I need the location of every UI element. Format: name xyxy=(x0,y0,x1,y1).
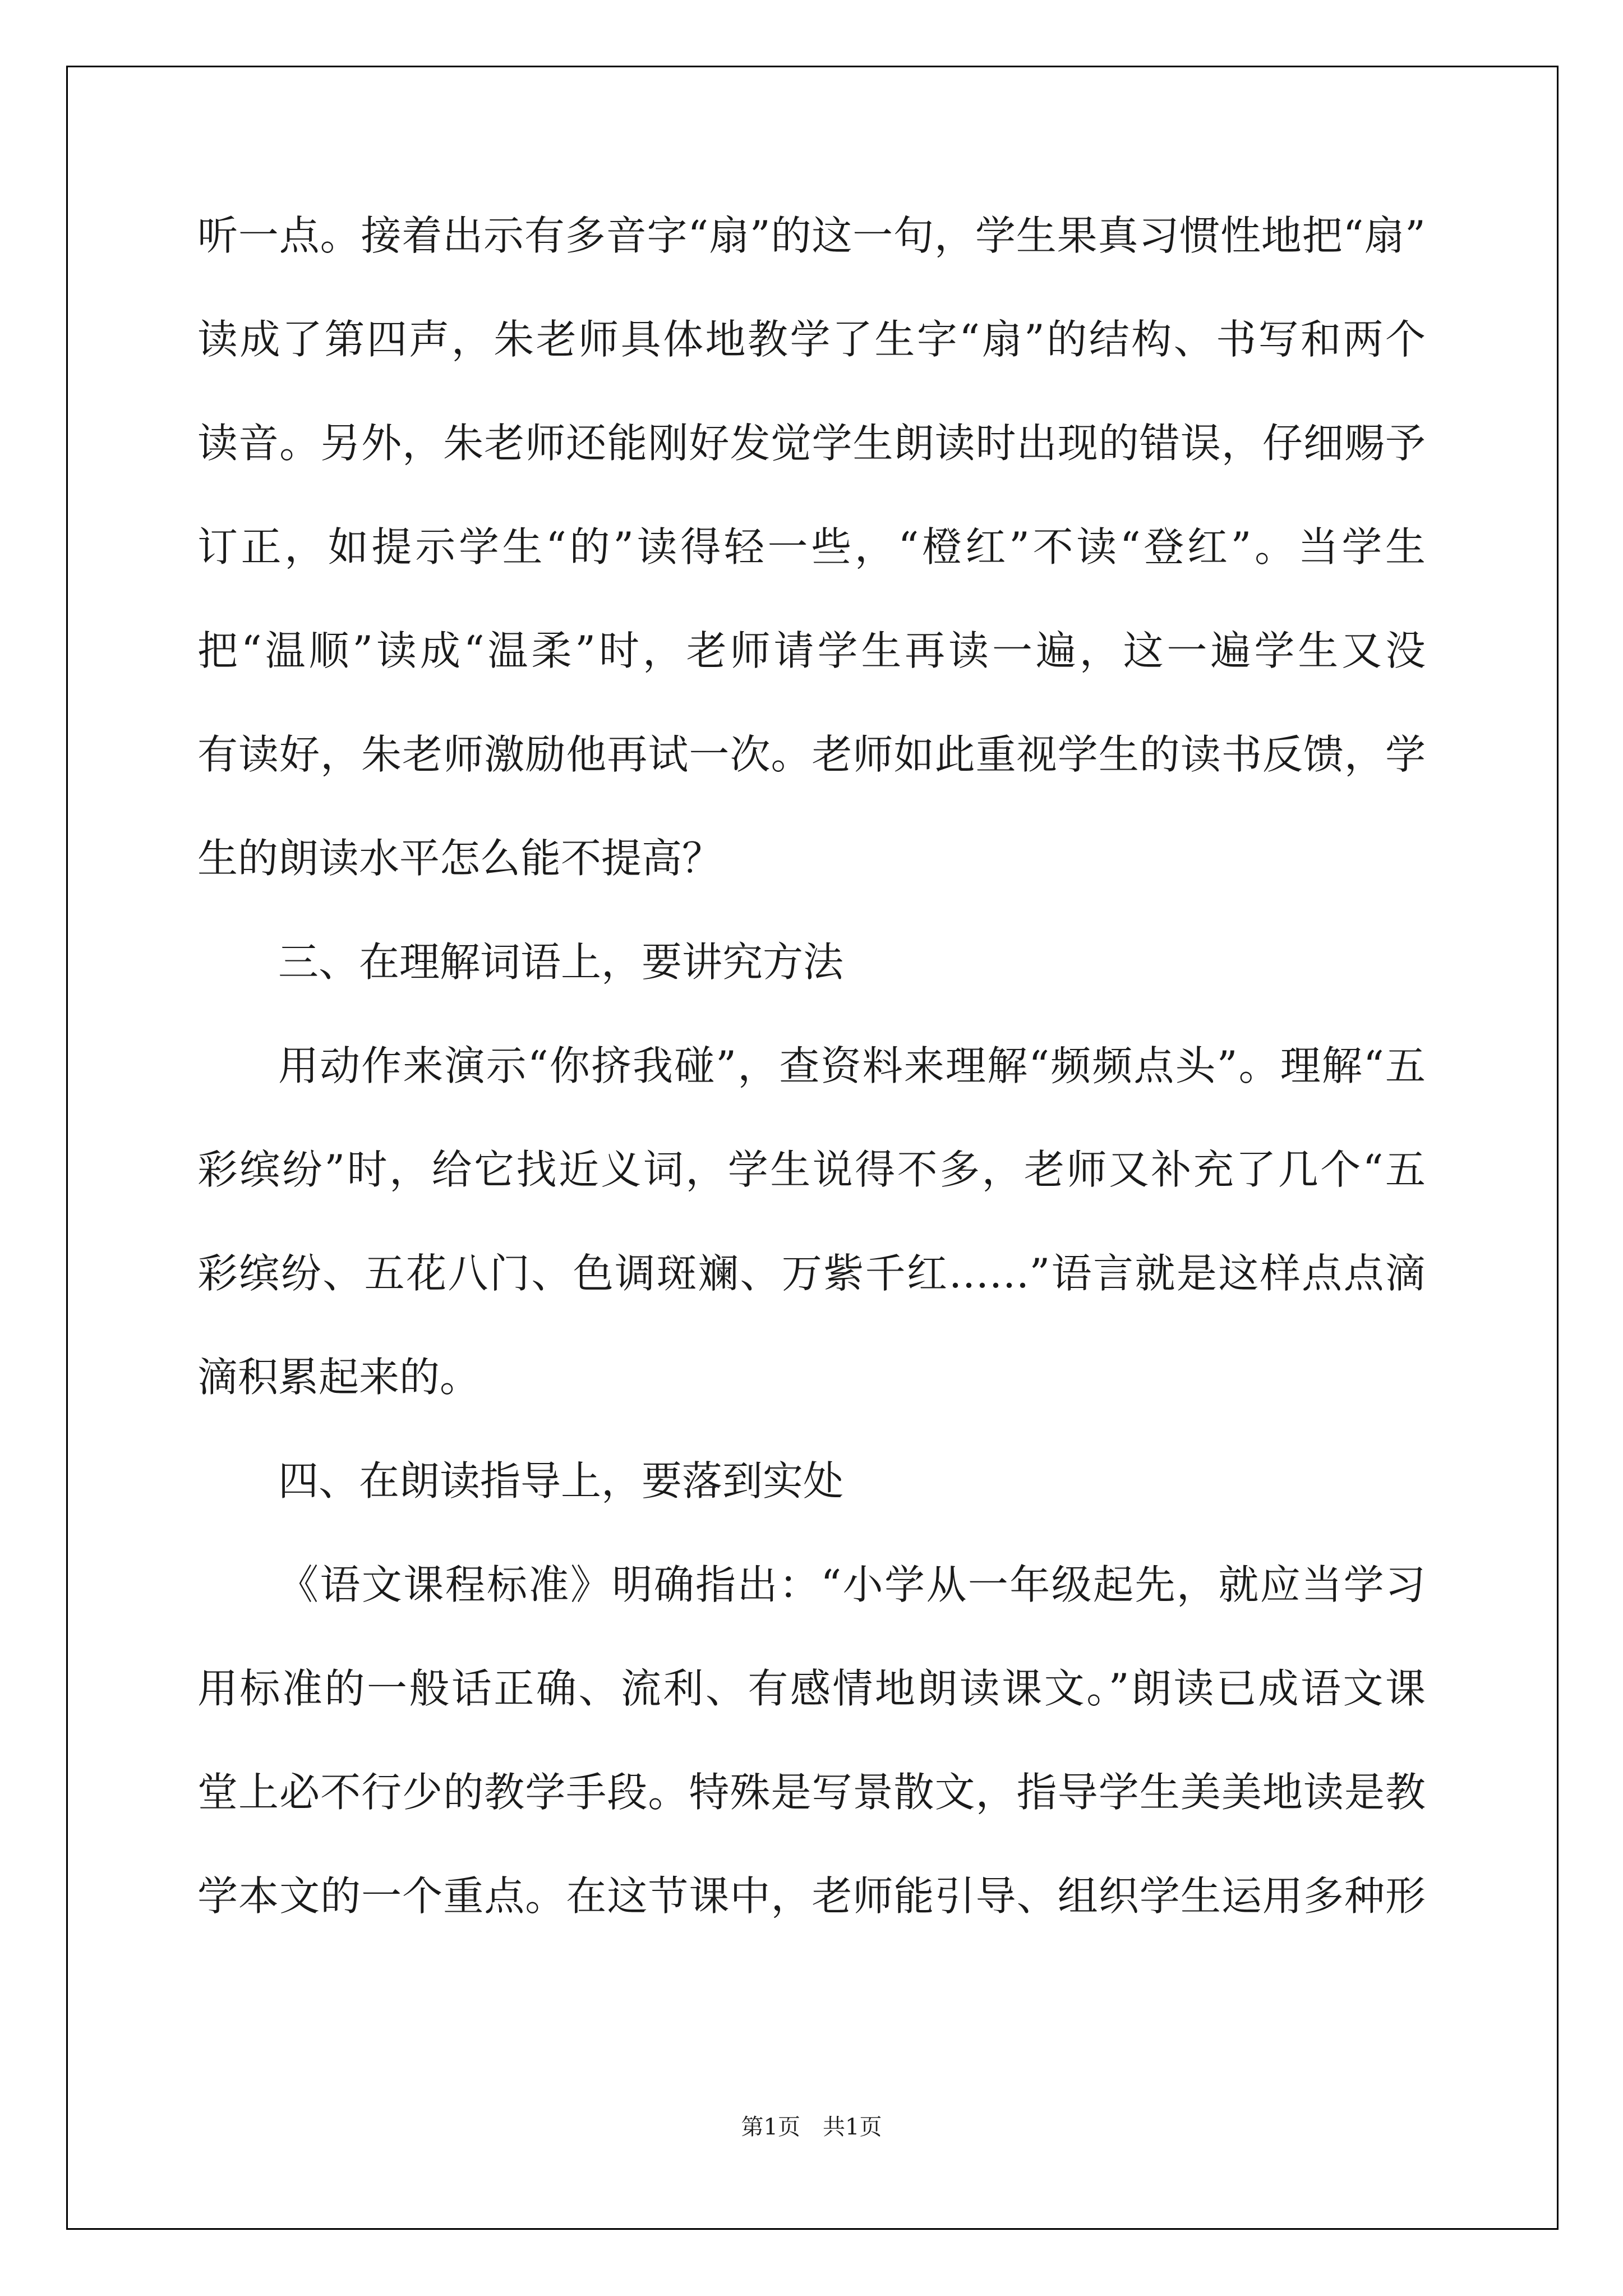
paragraph-line: 听一点。接着出示有多音字“扇”的这一句，学生果真习惯性地把“扇” xyxy=(197,212,1426,259)
paragraph-line: 有读好，朱老师激励他再试一次。老师如此重视学生的读书反馈，学 xyxy=(197,731,1426,778)
paragraph-line: 彩缤纷、五花八门、色调斑斓、万紫千红……”语言就是这样点点滴 xyxy=(197,1250,1426,1297)
section-heading: 三、在理解词语上，要讲究方法 xyxy=(278,938,844,986)
paragraph-line: 用动作来演示“你挤我碰”，查资料来理解“频频点头”。理解“五 xyxy=(278,1042,1426,1089)
page-number-footer: 第1页 共1页 xyxy=(741,2114,882,2140)
section-heading: 四、在朗读指导上，要落到实处 xyxy=(278,1457,844,1504)
paragraph-line: 堂上必不行少的教学手段。特殊是写景散文，指导学生美美地读是教 xyxy=(197,1769,1426,1816)
paragraph-line: 读音。另外，朱老师还能刚好发觉学生朗读时出现的错误，仔细赐予 xyxy=(197,420,1426,467)
paragraph-line: 把“温顺”读成“温柔”时，老师请学生再读一遍，这一遍学生又没 xyxy=(197,627,1426,674)
paragraph-line: 滴积累起来的。 xyxy=(197,1354,481,1401)
paragraph-line: 学本文的一个重点。在这节课中，老师能引导、组织学生运用多种形 xyxy=(197,1872,1426,1920)
paragraph-line: 读成了第四声，朱老师具体地教学了生字“扇”的结构、书写和两个 xyxy=(197,316,1426,363)
paragraph-line: 用标准的一般话正确、流利、有感情地朗读课文。”朗读已成语文课 xyxy=(197,1665,1426,1712)
paragraph-line: 生的朗读水平怎么能不提高？ xyxy=(197,835,723,882)
paragraph-line: 《语文课程标准》明确指出：“小学从一年级起先，就应当学习 xyxy=(278,1561,1426,1608)
paragraph-line: 彩缤纷”时，给它找近义词，学生说得不多，老师又补充了几个“五 xyxy=(197,1146,1426,1193)
paragraph-line: 订正，如提示学生“的”读得轻一些，“橙红”不读“登红”。当学生 xyxy=(197,523,1426,570)
